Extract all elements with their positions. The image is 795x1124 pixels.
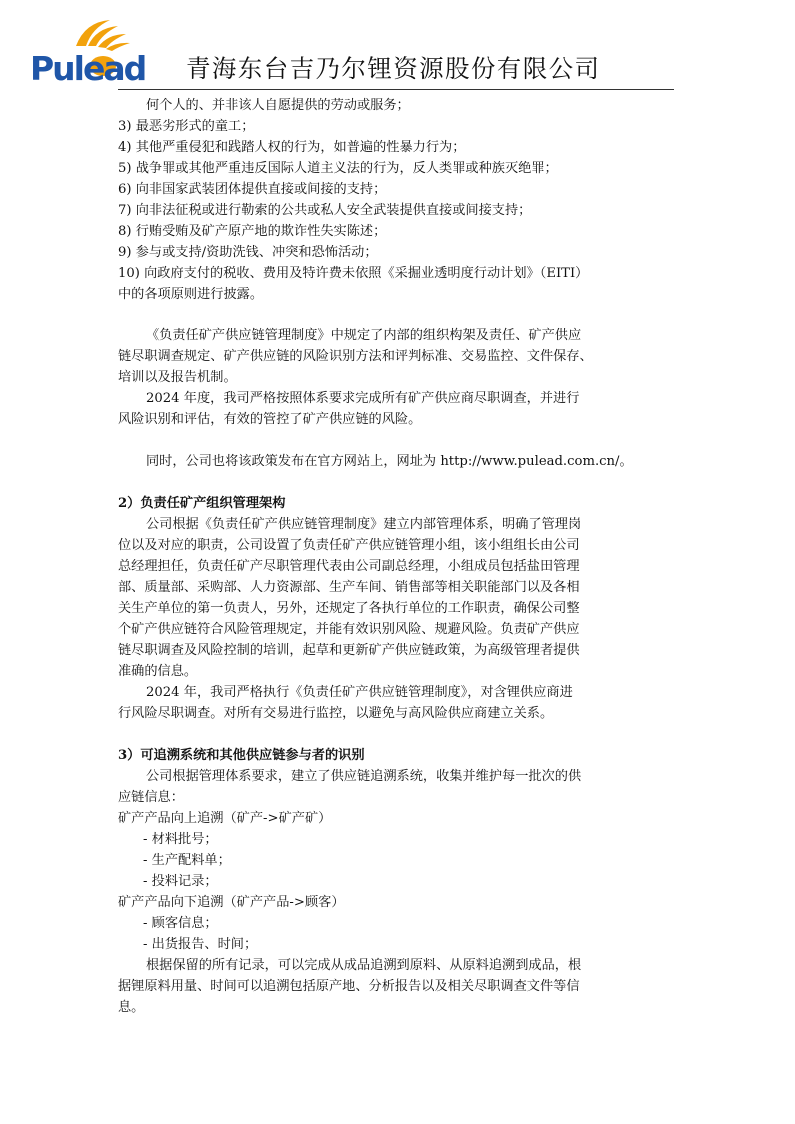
paragraph-line: 风险识别和评估，有效的管控了矿产供应链的风险。 bbox=[118, 412, 422, 427]
paragraph-line: 个矿产供应链符合风险管理规定，并能有效识别风险、规避风险。负责矿产供应 bbox=[118, 622, 580, 637]
paragraph-line: 2024 年度，我司严格按照体系要求完成所有矿产供应商尽职调查，并进行 bbox=[146, 391, 580, 406]
paragraph-line: 据锂原料用量、时间可以追溯包括原产地、分析报告以及相关尽职调查文件等信 bbox=[118, 979, 580, 994]
header-divider bbox=[118, 89, 674, 90]
paragraph-line: 链尽职调查规定、矿产供应链的风险识别方法和评判标准、交易监控、文件保存、 bbox=[118, 349, 593, 364]
paragraph-line: 公司根据《负责任矿产供应链管理制度》建立内部管理体系，明确了管理岗 bbox=[146, 517, 582, 532]
section-heading: 3）可追溯系统和其他供应链参与者的识别 bbox=[118, 748, 365, 763]
list-item: 4) 其他严重侵犯和践踏人权的行为，如普遍的性暴力行为； bbox=[118, 140, 466, 155]
paragraph-line: 准确的信息。 bbox=[118, 664, 198, 679]
list-item: 6) 向非国家武装团体提供直接或间接的支持； bbox=[118, 182, 387, 197]
paragraph-line: 总经理担任，负责任矿产尽职管理代表由公司副总经理，小组成员包括盐田管理 bbox=[118, 559, 580, 574]
paragraph-line: 应链信息： bbox=[118, 790, 184, 805]
list-item: 5) 战争罪或其他严重违反国际人道主义法的行为，反人类罪或种族灭绝罪； bbox=[118, 161, 558, 176]
list-item: - 材料批号； bbox=[143, 832, 218, 847]
list-item: 9) 参与或支持/资助洗钱、冲突和恐怖活动； bbox=[118, 245, 378, 260]
paragraph-line: 行风险尽职调查。对所有交易进行监控，以避免与高风险供应商建立关系。 bbox=[118, 706, 554, 721]
paragraph-line: 息。 bbox=[118, 1000, 145, 1015]
paragraph-line: 位以及对应的职责，公司设置了负责任矿产供应链管理小组，该小组组长由公司 bbox=[118, 538, 580, 553]
list-item: 10) 向政府支付的税收、费用及特许费未依照《采掘业透明度行动计划》（EITI） bbox=[118, 266, 589, 281]
paragraph-line: 链尽职调查及风险控制的培训，起草和更新矿产供应链政策，为高级管理者提供 bbox=[118, 643, 580, 658]
list-item: - 顾客信息； bbox=[143, 916, 218, 931]
paragraph-line: 培训以及报告机制。 bbox=[118, 370, 237, 385]
logo-wordmark: Pulead bbox=[30, 49, 146, 88]
paragraph-line: 根据保留的所有记录，可以完成从成品追溯到原料、从原料追溯到成品，根 bbox=[146, 958, 582, 973]
section-heading: 2）负责任矿产组织管理架构 bbox=[118, 496, 286, 511]
paragraph-line: 公司根据管理体系要求，建立了供应链追溯系统，收集并维护每一批次的供 bbox=[146, 769, 582, 784]
paragraph-line: 部、质量部、采购部、人力资源部、生产车间、销售部等相关职能部门以及各相 bbox=[118, 580, 580, 595]
paragraph-line: 2024 年，我司严格执行《负责任矿产供应链管理制度》，对含锂供应商进 bbox=[146, 685, 573, 700]
paragraph-line: 《负责任矿产供应链管理制度》中规定了内部的组织构架及责任、矿产供应 bbox=[146, 328, 582, 343]
list-item: 7) 向非法征税或进行勒索的公共或私人安全武装提供直接或间接支持； bbox=[118, 203, 532, 218]
list-item: 8) 行贿受贿及矿产原产地的欺诈性失实陈述； bbox=[118, 224, 387, 239]
upstream-title: 矿产产品向上追溯（矿产->矿产矿） bbox=[118, 811, 332, 826]
list-item: - 生产配料单； bbox=[143, 853, 231, 868]
pulead-logo bbox=[30, 16, 146, 88]
list-item: 中的各项原则进行披露。 bbox=[118, 287, 264, 302]
paragraph-line: 关生产单位的第一负责人，另外，还规定了各执行单位的工作职责，确保公司整 bbox=[118, 601, 580, 616]
list-item: 3) 最恶劣形式的童工； bbox=[118, 119, 255, 134]
downstream-title: 矿产产品向下追溯（矿产产品->顾客） bbox=[118, 895, 345, 910]
list-item: - 出货报告、时间； bbox=[143, 937, 258, 952]
company-name: 青海东台吉乃尔锂资源股份有限公司 bbox=[186, 54, 601, 83]
list-item: - 投料记录； bbox=[143, 874, 218, 889]
website-paragraph: 同时，公司也将该政策发布在官方网站上，网址为 http://www.pulead.com.cn/。 bbox=[146, 454, 633, 469]
list-continuation: 何个人的、并非该人自愿提供的劳动或服务； bbox=[146, 98, 410, 113]
